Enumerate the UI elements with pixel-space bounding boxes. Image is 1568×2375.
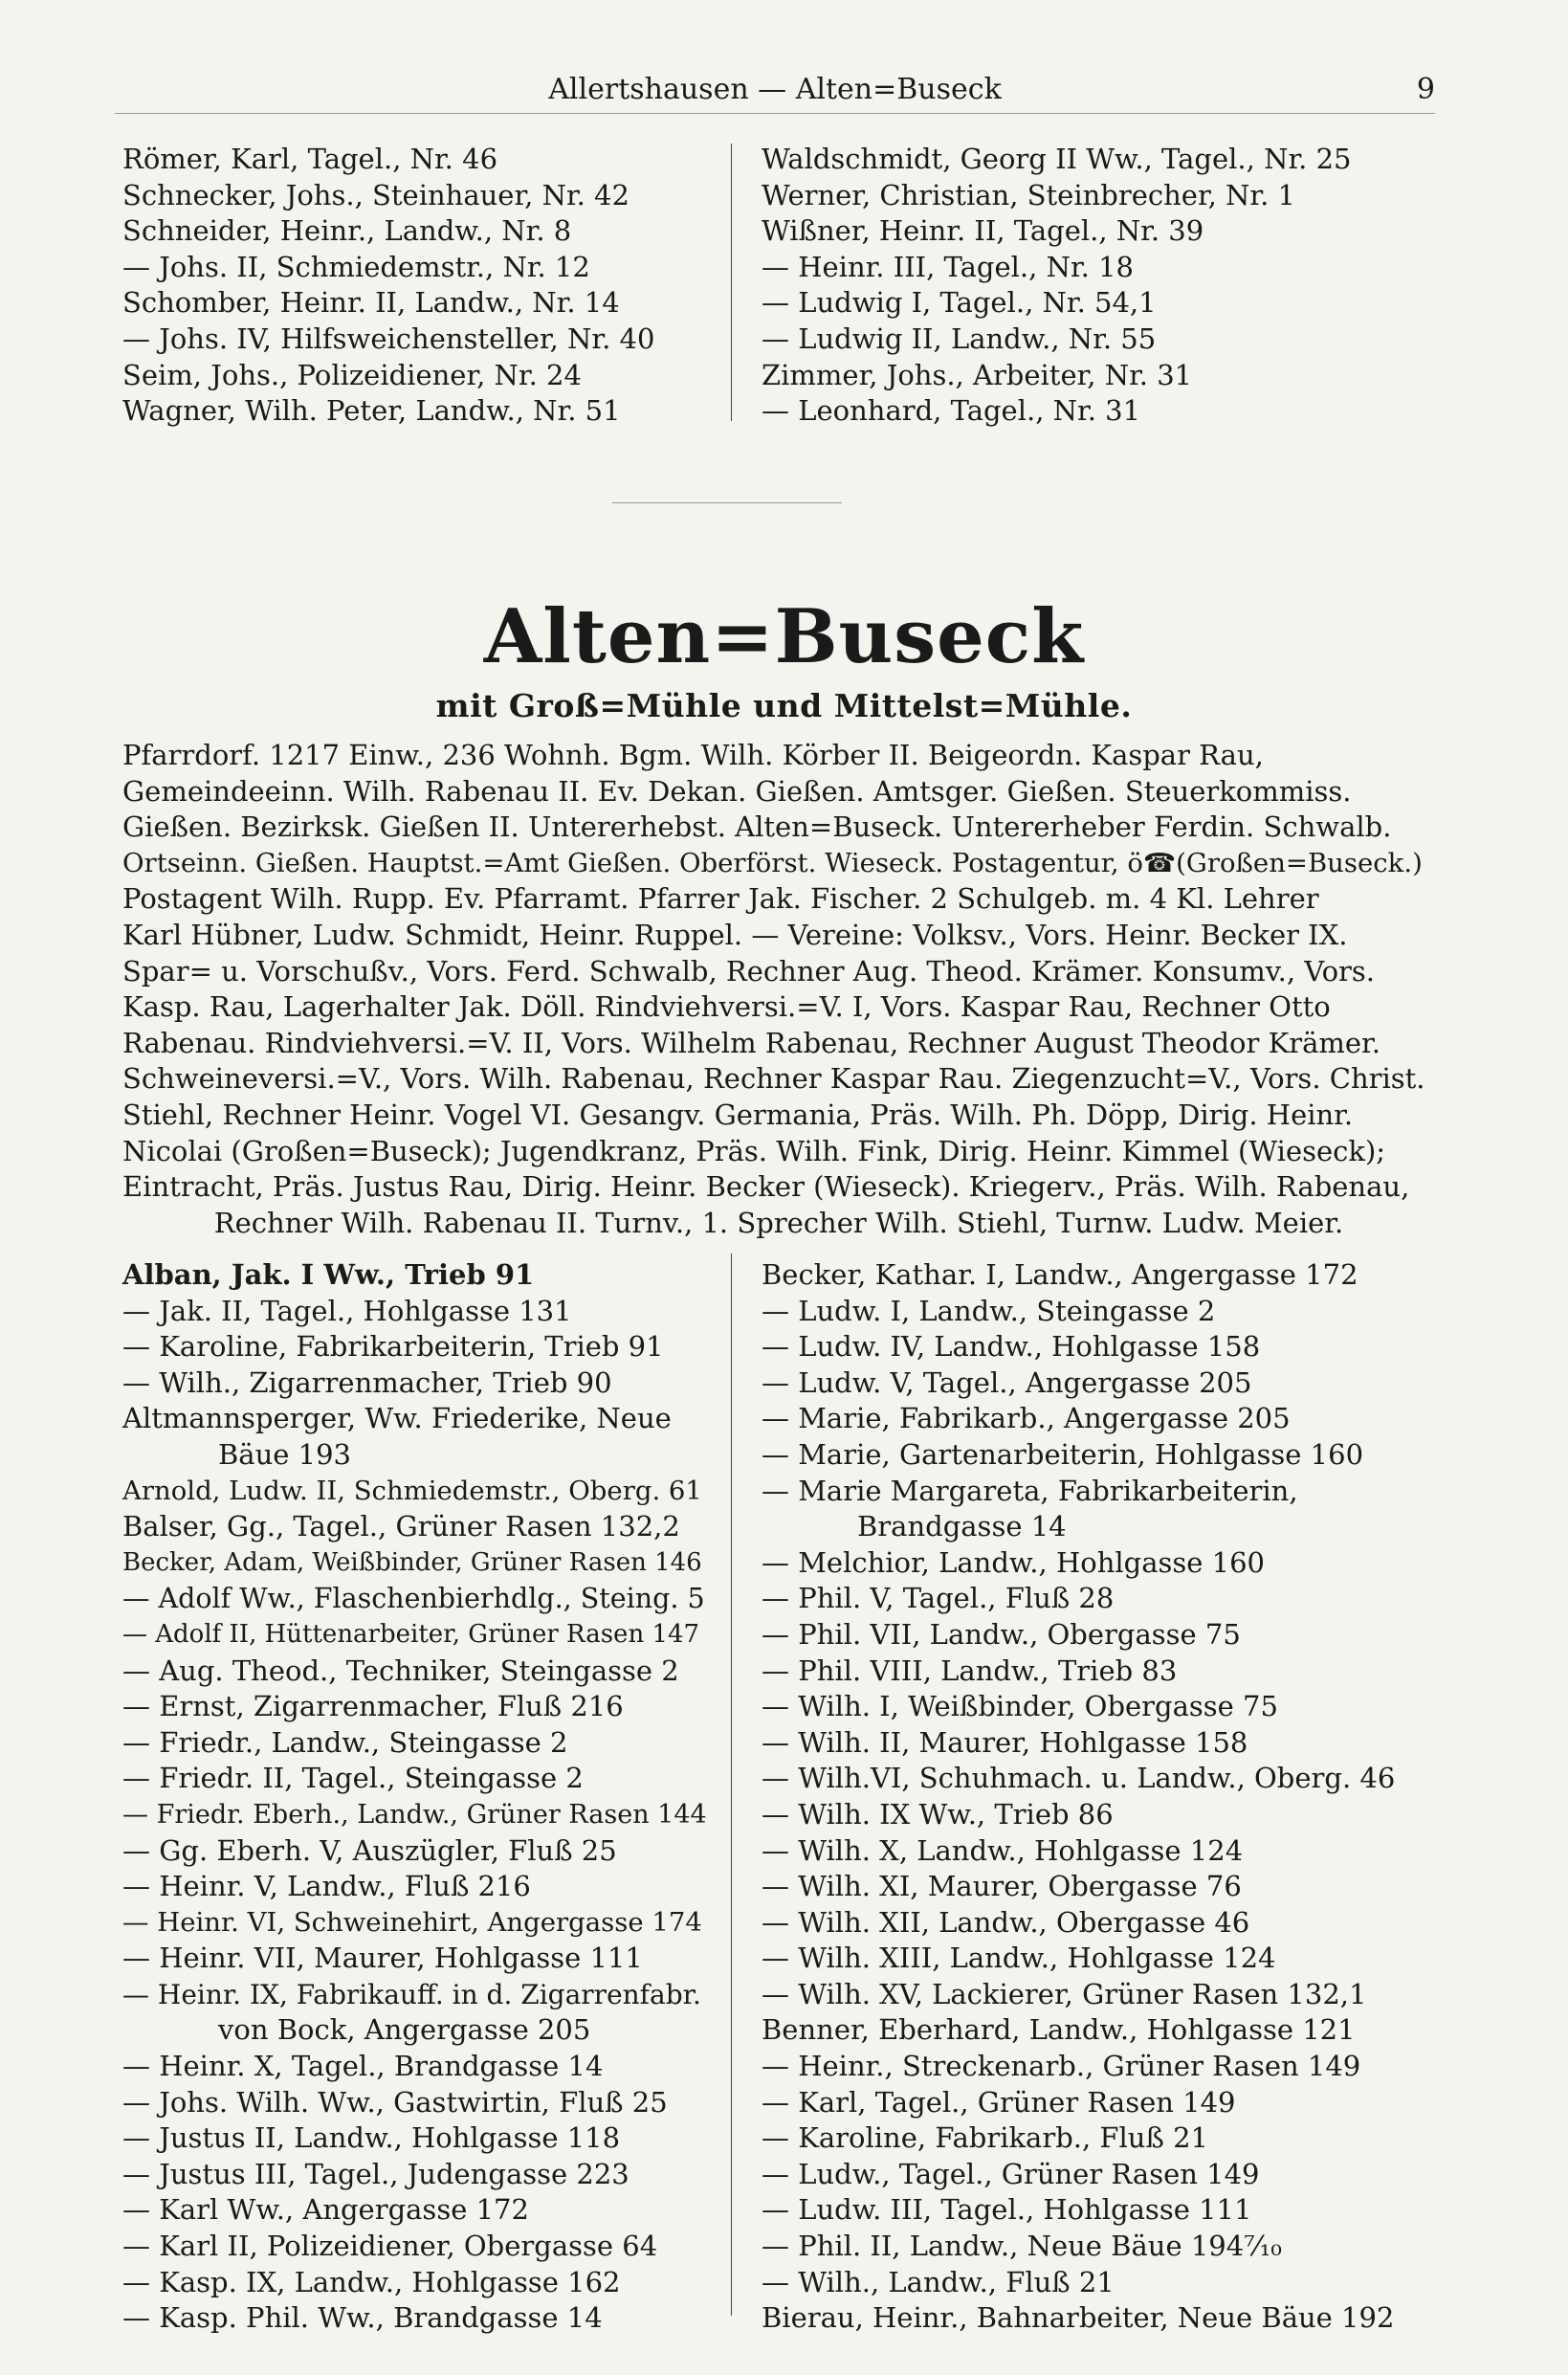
directory-entry: — Ludw. IV, Landw., Hohlgasse 158 <box>762 1330 1261 1364</box>
directory-entry: — Ludw. I, Landw., Steingasse 2 <box>762 1294 1216 1327</box>
directory-entry: Waldschmidt, Georg II Ww., Tagel., Nr. 25 <box>762 143 1352 175</box>
directory-entry: — Wilh. XI, Maurer, Obergasse 76 <box>762 1870 1242 1903</box>
section-title: Alten=Buseck <box>483 593 1085 680</box>
section-rule <box>612 502 842 503</box>
directory-entry: Benner, Eberhard, Landw., Hohlgasse 121 <box>762 2013 1356 2047</box>
directory-entry: — Kasp. Phil. Ww., Brandgasse 14 <box>122 2301 603 2335</box>
directory-entry: — Leonhard, Tagel., Nr. 31 <box>762 394 1141 428</box>
directory-entry: — Johs. II, Schmiedemstr., Nr. 12 <box>122 250 590 283</box>
left-entry-list <box>122 1257 708 2337</box>
directory-entry: — Karoline, Fabrikarb., Fluß 21 <box>762 2121 1208 2155</box>
intro-line: Eintracht, Präs. Justus Rau, Dirig. Heinr. Becker (Wieseck). Kriegerv., Präs. Wilh. Rabenau, <box>122 1170 1410 1204</box>
directory-entry-continuation: Brandgasse 14 <box>857 1510 1067 1543</box>
directory-entry: — Wilh. IX Ww., Trieb 86 <box>762 1797 1114 1831</box>
intro-line: Spar= u. Vorschußv., Vors. Ferd. Schwalb, Rechner Aug. Theod. Krämer. Konsumv., Vors. <box>122 954 1375 988</box>
intro-line: Pfarrdorf. 1217 Einw., 236 Wohnh. Bgm. Wilh. Körber II. Beigeordn. Kaspar Rau, <box>122 739 1264 771</box>
directory-entry: — Ernst, Zigarrenmacher, Fluß 216 <box>122 1690 624 1723</box>
directory-entry: — Phil. VII, Landw., Obergasse 75 <box>762 1617 1241 1651</box>
directory-entry: Becker, Adam, Weißbinder, Grüner Rasen 146 <box>122 1547 702 1577</box>
directory-entry: Altmannsperger, Ww. Friederike, Neue <box>122 1402 672 1435</box>
directory-entry: — Wilh. XII, Landw., Obergasse 46 <box>762 1905 1250 1939</box>
directory-entry: — Ludw., Tagel., Grüner Rasen 149 <box>762 2157 1260 2190</box>
directory-entry: — Ludwig II, Landw., Nr. 55 <box>762 322 1157 355</box>
directory-entry: — Adolf II, Hüttenarbeiter, Grüner Rasen 147 <box>122 1619 700 1649</box>
directory-entry: — Karl II, Polizeidiener, Obergasse 64 <box>122 2230 658 2263</box>
directory-entry: — Marie, Gartenarbeiterin, Hohlgasse 160 <box>762 1437 1364 1471</box>
directory-entry: Werner, Christian, Steinbrecher, Nr. 1 <box>762 178 1295 211</box>
directory-entry: Wißner, Heinr. II, Tagel., Nr. 39 <box>762 214 1204 248</box>
directory-entry: — Friedr. Eberh., Landw., Grüner Rasen 144 <box>122 1799 707 1830</box>
directory-entry: — Phil. VIII, Landw., Trieb 83 <box>762 1654 1178 1687</box>
directory-entry: — Wilh., Landw., Fluß 21 <box>762 2265 1115 2298</box>
intro-line: Gießen. Bezirksk. Gießen II. Untererhebst. Alten=Buseck. Untererheber Ferdin. Schwalb. <box>122 810 1392 844</box>
page-header <box>115 67 1435 115</box>
directory-entry: — Phil. V, Tagel., Fluß 28 <box>762 1582 1115 1615</box>
directory-entry: — Kasp. IX, Landw., Hohlgasse 162 <box>122 2265 621 2298</box>
intro-line: Ortseinn. Gießen. Hauptst.=Amt Gießen. Oberförst. Wieseck. Postagentur, ö☎(Großen=Buseck.) <box>122 847 1423 878</box>
directory-entry: Schomber, Heinr. II, Landw., Nr. 14 <box>122 286 620 320</box>
directory-entry: Schneider, Heinr., Landw., Nr. 8 <box>122 214 572 248</box>
directory-entry: — Heinr. III, Tagel., Nr. 18 <box>762 250 1134 283</box>
directory-entry: — Wilh. II, Maurer, Hohlgasse 158 <box>762 1725 1248 1759</box>
directory-entry: — Phil. II, Landw., Neue Bäue 194⁷⁄₁₀ <box>762 2230 1282 2263</box>
directory-entry: — Johs. IV, Hilfsweichensteller, Nr. 40 <box>122 322 655 355</box>
intro-line: Postagent Wilh. Rupp. Ev. Pfarramt. Pfarrer Jak. Fischer. 2 Schulgeb. m. 4 Kl. Lehrer <box>122 882 1319 916</box>
directory-entry: — Johs. Wilh. Ww., Gastwirtin, Fluß 25 <box>122 2085 668 2119</box>
directory-entry: — Wilh. X, Landw., Hohlgasse 124 <box>762 1833 1244 1867</box>
directory-entry: — Heinr. X, Tagel., Brandgasse 14 <box>122 2050 604 2083</box>
directory-entry: — Gg. Eberh. V, Auszügler, Fluß 25 <box>122 1833 617 1867</box>
directory-entry: — Justus III, Tagel., Judengasse 223 <box>122 2157 629 2190</box>
directory-entry: Bierau, Heinr., Bahnarbeiter, Neue Bäue 192 <box>762 2301 1395 2335</box>
directory-entry: Wagner, Wilh. Peter, Landw., Nr. 51 <box>122 394 621 428</box>
directory-entry: — Heinr. IX, Fabrikauff. in d. Zigarrenfabr. <box>122 1978 701 2010</box>
header-rule <box>115 113 1435 114</box>
directory-entry: — Wilh., Zigarrenmacher, Trieb 90 <box>122 1365 612 1399</box>
page-number: 9 <box>1416 73 1435 106</box>
directory-entry: — Wilh.VI, Schuhmach. u. Landw., Oberg. 46 <box>762 1762 1396 1795</box>
directory-entry: — Karl, Tagel., Grüner Rasen 149 <box>762 2085 1236 2119</box>
directory-entry-continuation: von Bock, Angergasse 205 <box>218 2013 591 2047</box>
top-right-entry-list <box>762 142 1450 430</box>
directory-entry: — Wilh. XV, Lackierer, Grüner Rasen 132,1 <box>762 1977 1367 2010</box>
column-divider <box>731 144 732 421</box>
directory-entry: — Karl Ww., Angergasse 172 <box>122 2193 529 2227</box>
directory-entry: — Marie, Fabrikarb., Angergasse 205 <box>762 1402 1291 1435</box>
intro-line: Nicolai (Großen=Buseck); Jugendkranz, Präs. Wilh. Fink, Dirig. Heinr. Kimmel (Wieseck); <box>122 1134 1386 1167</box>
intro-line: Kasp. Rau, Lagerhalter Jak. Döll. Rindviehversi.=V. I, Vors. Kaspar Rau, Rechner Otto <box>122 990 1331 1024</box>
intro-line: Gemeindeeinn. Wilh. Rabenau II. Ev. Dekan. Gießen. Amtsger. Gießen. Steuerkommiss. <box>122 774 1352 808</box>
right-entry-list <box>762 1257 1450 2337</box>
directory-entry: — Heinr. V, Landw., Fluß 216 <box>122 1870 531 1903</box>
directory-entry: — Ludwig I, Tagel., Nr. 54,1 <box>762 286 1157 320</box>
column-divider <box>731 1254 732 2316</box>
directory-entry: Becker, Kathar. I, Landw., Angergasse 172 <box>762 1258 1358 1291</box>
directory-entry: Römer, Karl, Tagel., Nr. 46 <box>122 143 498 175</box>
directory-entry: Balser, Gg., Tagel., Grüner Rasen 132,2 <box>122 1510 680 1543</box>
directory-entry: — Ludw. V, Tagel., Angergasse 205 <box>762 1365 1252 1399</box>
directory-entry: — Melchior, Landw., Hohlgasse 160 <box>762 1545 1265 1579</box>
directory-entry: — Justus II, Landw., Hohlgasse 118 <box>122 2121 621 2155</box>
intro-line: Rechner Wilh. Rabenau II. Turnv., 1. Sprecher Wilh. Stiehl, Turnw. Ludw. Meier. <box>213 1206 1344 1239</box>
directory-entry: Seim, Johs., Polizeidiener, Nr. 24 <box>122 358 582 391</box>
directory-entry: Alban, Jak. I Ww., Trieb 91 <box>122 1258 535 1291</box>
intro-line: Stiehl, Rechner Heinr. Vogel VI. Gesangv. Germania, Präs. Wilh. Ph. Döpp, Dirig. Heinr. <box>122 1098 1354 1131</box>
directory-entry: — Friedr. II, Tagel., Steingasse 2 <box>122 1762 584 1795</box>
directory-entry: — Karoline, Fabrikarbeiterin, Trieb 91 <box>122 1330 664 1364</box>
section-subtitle: mit Groß=Mühle und Mittelst=Mühle. <box>435 687 1133 724</box>
directory-entry: — Marie Margareta, Fabrikarbeiterin, <box>762 1474 1298 1507</box>
directory-entry: — Heinr. VI, Schweinehirt, Angergasse 174 <box>122 1906 702 1938</box>
directory-entry: — Adolf Ww., Flaschenbierhdlg., Steing. 5 <box>122 1583 705 1615</box>
directory-entry: — Friedr., Landw., Steingasse 2 <box>122 1725 568 1759</box>
running-title: Allertshausen — Alten=Buseck <box>548 73 1002 106</box>
village-intro-paragraph <box>122 738 1435 1241</box>
intro-line: Karl Hübner, Ludw. Schmidt, Heinr. Ruppel. — Vereine: Volksv., Vors. Heinr. Becker IX. <box>122 918 1348 951</box>
directory-entry: — Wilh. XIII, Landw., Hohlgasse 124 <box>762 1942 1276 1975</box>
top-left-entry-list <box>122 142 725 430</box>
intro-line: Schweineversi.=V., Vors. Wilh. Rabenau, Rechner Kaspar Rau. Ziegenzucht=V., Vors. Christ. <box>122 1062 1425 1096</box>
directory-entry: Zimmer, Johs., Arbeiter, Nr. 31 <box>762 358 1193 391</box>
intro-line: Rabenau. Rindviehversi.=V. II, Vors. Wilhelm Rabenau, Rechner August Theodor Krämer. <box>122 1026 1380 1059</box>
directory-entry: — Wilh. I, Weißbinder, Obergasse 75 <box>762 1690 1278 1723</box>
directory-entry: — Heinr., Streckenarb., Grüner Rasen 149 <box>762 2050 1361 2083</box>
directory-entry-continuation: Bäue 193 <box>218 1437 352 1471</box>
directory-entry: — Ludw. III, Tagel., Hohlgasse 111 <box>762 2193 1252 2227</box>
directory-entry: — Aug. Theod., Techniker, Steingasse 2 <box>122 1654 679 1687</box>
directory-entry: Schnecker, Johs., Steinhauer, Nr. 42 <box>122 178 629 211</box>
directory-entry: — Jak. II, Tagel., Hohlgasse 131 <box>122 1294 572 1327</box>
directory-entry: — Heinr. VII, Maurer, Hohlgasse 111 <box>122 1942 643 1975</box>
directory-entry: Arnold, Ludw. II, Schmiedemstr., Oberg. 61 <box>122 1475 702 1506</box>
